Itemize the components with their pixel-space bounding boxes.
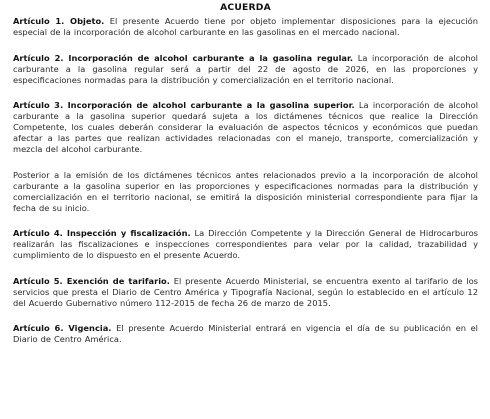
article-6-body: El presente Acuerdo Ministerial entrará en vigencia el día de su publicación en el Diario de Centro América. xyxy=(13,323,478,344)
article-3-body: La incorporación de alcohol carburante a la gasolina superior quedará sujeta a los dictámenes técnicos que realice la Dirección Competente, los cuales deberán considerar la evaluación de aspectos técnicos y económicos que puedan afectar a las partes que realizan actividades relacionadas con el manejo, transporte, comercialización y mezcla del alcohol carburante. xyxy=(13,100,479,154)
article-3-continuation xyxy=(13,170,478,214)
article-2-title: Artículo 2. Incorporación de alcohol carburante a la gasolina regular. xyxy=(13,52,354,63)
article-5 xyxy=(13,276,478,309)
article-3 xyxy=(13,100,478,155)
article-4 xyxy=(13,228,478,261)
article-1-body: El presente Acuerdo tiene por objeto implementar disposiciones para la ejecución especial de la incorporación de alcohol carburante en las gasolinas en el mercado nacional. xyxy=(13,16,479,37)
article-6-title: Artículo 6. Vigencia. xyxy=(13,323,112,333)
article-2 xyxy=(13,53,478,86)
article-5-title: Artículo 5. Exención de tarifario. xyxy=(13,275,170,286)
article-6 xyxy=(13,323,478,345)
article-1-title: Artículo 1. Objeto. xyxy=(13,16,105,26)
article-3-title: Artículo 3. Incorporación de alcohol carburante a la gasolina superior. xyxy=(13,100,355,110)
article-3-continuation-body: Posterior a la emisión de los dictámenes técnicos antes relacionados previo a la incorporación de alcohol carburante a la gasolina superior en las proporciones y especificaciones normadas para la distribución y comercialización en el territorio nacional, se emitirá la disposición ministerial correspondiente para fijar la fecha de su inicio. xyxy=(13,169,478,213)
article-1 xyxy=(13,16,478,38)
document-heading: ACUERDA xyxy=(220,2,271,13)
article-5-body: El presente Acuerdo Ministerial, se encuentra exento al tarifario de los servicios que presta el Diario de Centro América y Tipografía Nacional, según lo establecido en el artículo 12 del Acuerdo Gubernativo número 112-2015 de fecha 26 de marzo de 2015. xyxy=(13,275,478,308)
article-4-title: Artículo 4. Inspección y fiscalización. xyxy=(13,228,191,238)
article-2-body: La incorporación de alcohol carburante a la gasolina regular será a partir del 22 de agosto de 2026, en las proporciones y especificaciones normadas para la distribución y comercialización en el territorio nacional. xyxy=(13,52,478,85)
article-4-body: La Dirección Competente y la Dirección General de Hidrocarburos realizarán las fiscalizaciones e inspecciones correspondientes para velar por la calidad, trazabilidad y cumplimiento de lo dispuesto en el presente Acuerdo. xyxy=(13,228,478,260)
